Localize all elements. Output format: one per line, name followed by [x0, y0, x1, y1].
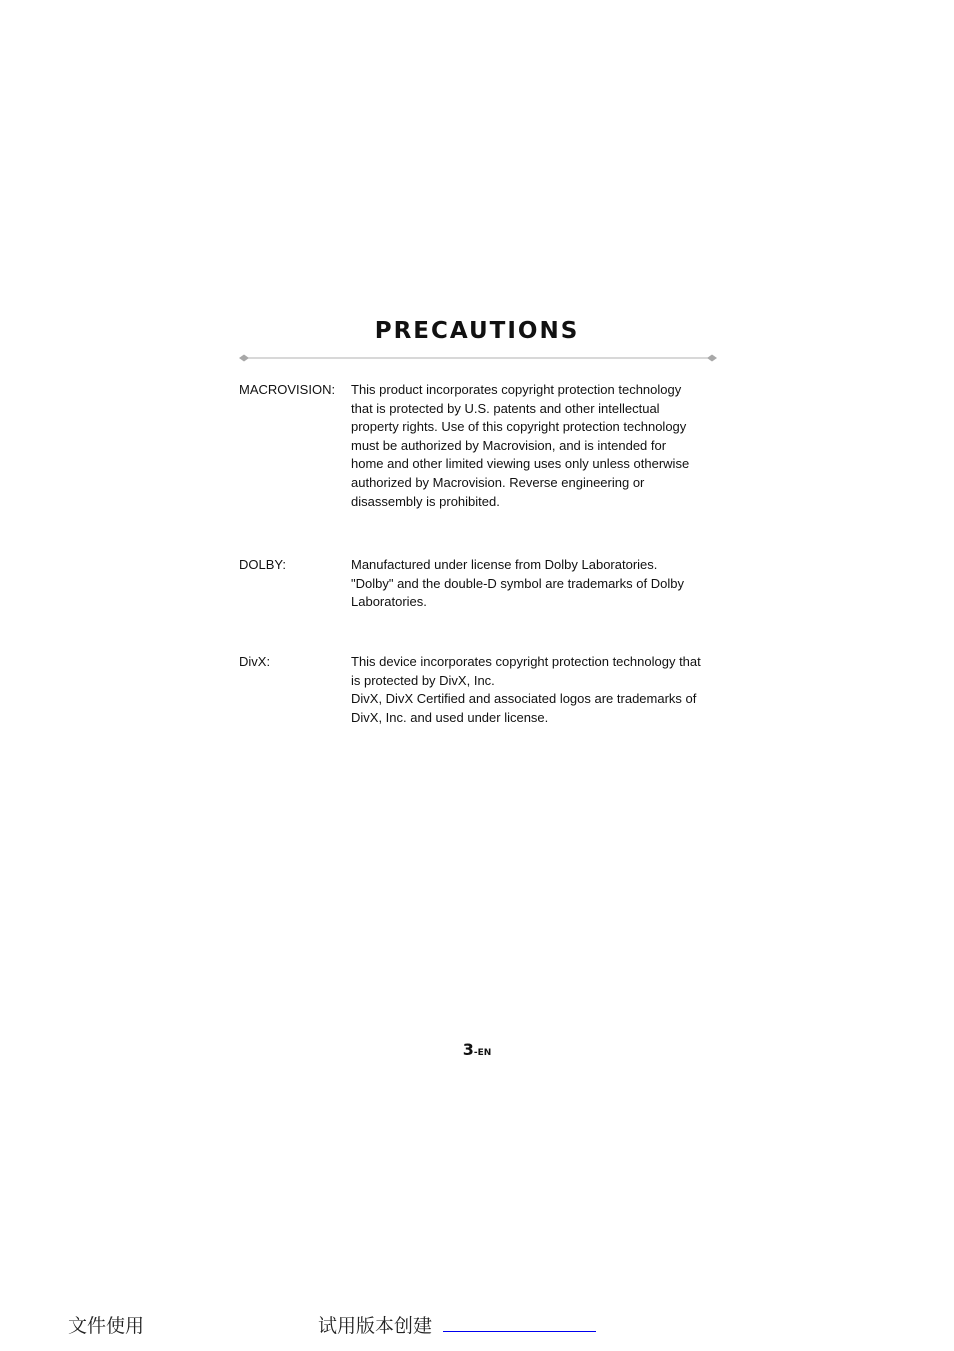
body-line: DivX, DivX Certified and associated logos are trademarks of — [351, 691, 697, 707]
body-line: This device incorporates copyright protection technology that — [351, 654, 701, 669]
page-number-suffix: -EN — [473, 1048, 492, 1058]
footer-link[interactable] — [443, 1331, 596, 1332]
section-label: DOLBY: — [239, 557, 286, 572]
section-body — [351, 556, 741, 612]
body-line: Manufactured under license from Dolby Laboratories. — [351, 557, 658, 572]
body-line: DivX, Inc. and used under license. — [351, 709, 549, 725]
body-line: authorized by Macrovision. Reverse engineering or — [351, 474, 645, 490]
page-title: PRECAUTIONS — [374, 318, 580, 344]
body-line: is protected by DivX, Inc. — [351, 672, 495, 688]
title-divider — [238, 353, 718, 363]
body-line: home and other limited viewing uses only unless otherwise — [351, 456, 690, 472]
divider-diamond-right-icon — [707, 355, 717, 362]
body-line: disassembly is prohibited. — [351, 493, 500, 509]
section-label: DivX: — [239, 654, 271, 669]
body-line: property rights. Use of this copyright protection technology — [351, 419, 687, 435]
footer-middle-text: 试用版本创建 — [318, 1315, 433, 1337]
page-number — [0, 1040, 954, 1059]
footer-left-text: 文件使用 — [68, 1315, 145, 1337]
divider-diamond-left-icon — [239, 355, 249, 362]
section-body — [351, 653, 741, 727]
body-line: that is protected by U.S. patents and other intellectual — [351, 400, 660, 416]
body-line: This product incorporates copyright protection technology — [351, 382, 682, 397]
body-line: "Dolby" and the double-D symbol are trademarks of Dolby — [351, 575, 684, 591]
body-line: must be authorized by Macrovision, and is intended for — [351, 437, 667, 453]
page-number-value: 3 — [462, 1040, 474, 1059]
body-line: Laboratories. — [351, 594, 427, 610]
section-label: MACROVISION: — [239, 382, 336, 397]
section-body — [351, 381, 741, 511]
